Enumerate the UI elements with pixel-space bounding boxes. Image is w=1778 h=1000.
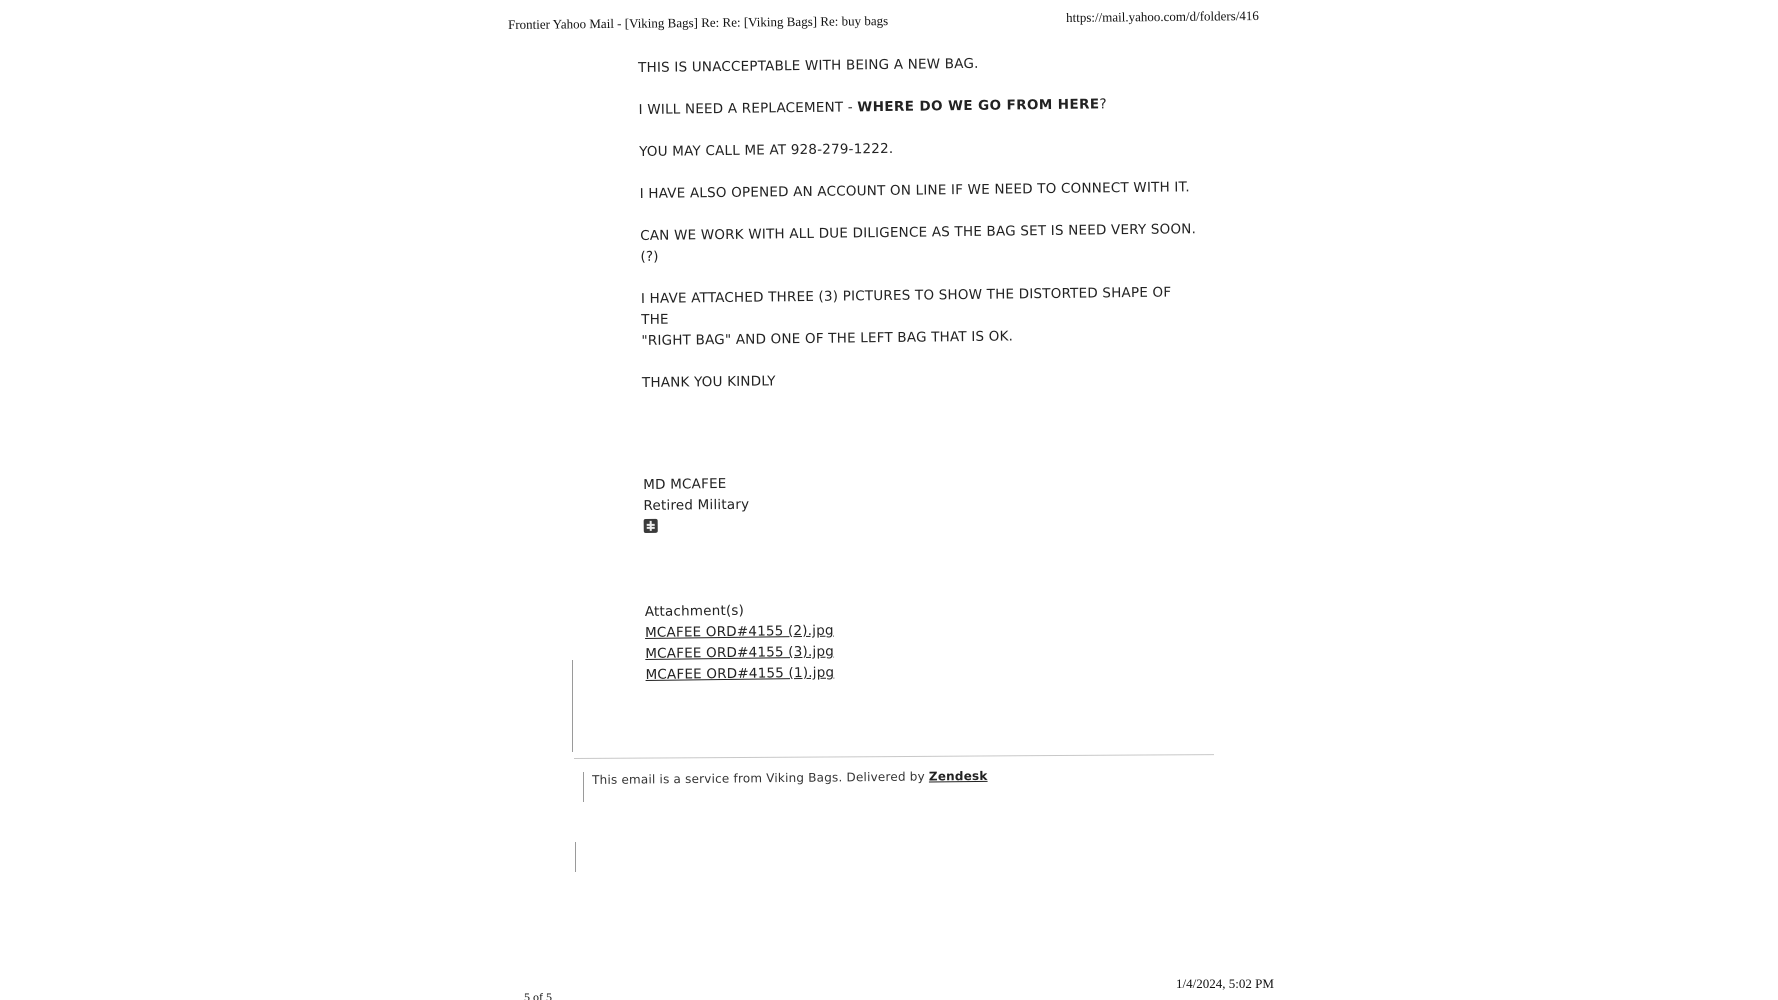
print-header-url: https://mail.yahoo.com/d/folders/416 — [1066, 7, 1259, 25]
body-paragraph-6-line-2: "RIGHT BAG" AND ONE OF THE LEFT BAG THAT IS OK. — [641, 328, 1014, 349]
email-body — [638, 51, 1206, 686]
body-paragraph-3: YOU MAY CALL ME AT 928-279-1222. — [639, 140, 894, 160]
print-footer-datetime: 1/4/2024, 5:02 PM — [1176, 976, 1274, 991]
body-paragraph-6-line-1: I HAVE ATTACHED THREE (3) PICTURES TO SHOW THE DISTORTED SHAPE OF THE — [640, 284, 1172, 328]
body-paragraph-5: CAN WE WORK WITH ALL DUE DILIGENCE AS THE BAG SET IS NEED VERY SOON. (?) — [640, 221, 1197, 265]
body-paragraph-2-suffix: ? — [1099, 96, 1107, 113]
quote-border-line — [572, 660, 573, 752]
body-paragraph-7: THANK YOU KINDLY — [641, 373, 776, 391]
lower-border-line — [575, 842, 576, 872]
attachment-link[interactable]: MCAFEE ORD#4155 (1).jpg — [645, 664, 835, 683]
body-paragraph-2-emphasis: WHERE DO WE GO FROM HERE — [857, 96, 1100, 116]
service-notice — [592, 769, 988, 787]
attachments-list — [645, 616, 1206, 686]
signature-spacer — [642, 408, 1203, 475]
attachment-link[interactable]: MCAFEE ORD#4155 (3).jpg — [645, 643, 835, 662]
print-footer-page-number: 5 of 5 — [524, 990, 552, 1000]
body-paragraph-2-prefix: I WILL NEED A REPLACEMENT - — [638, 99, 858, 118]
body-paragraph-2 — [639, 93, 1199, 121]
service-border-line — [583, 772, 584, 802]
signature-name: MD MCAFEE — [643, 475, 727, 493]
cross-icon — [644, 519, 658, 533]
body-paragraph-1: THIS IS UNACCEPTABLE WITH BEING A NEW BAG. — [638, 55, 979, 76]
attachments-heading: Attachment(s) — [644, 602, 745, 620]
print-header-title: Frontier Yahoo Mail - [Viking Bags] Re: Re: [Viking Bags] Re: buy bags — [508, 13, 889, 32]
footer-divider — [574, 754, 1214, 759]
body-paragraph-4: I HAVE ALSO OPENED AN ACCOUNT ON LINE IF WE NEED TO CONNECT WITH IT. — [639, 179, 1190, 202]
zendesk-link[interactable]: Zendesk — [928, 768, 988, 784]
signature-title: Retired Military — [643, 496, 750, 514]
service-notice-text: This email is a service from Viking Bags. Delivered by — [592, 769, 929, 787]
attachment-link[interactable]: MCAFEE ORD#4155 (2).jpg — [644, 622, 834, 641]
